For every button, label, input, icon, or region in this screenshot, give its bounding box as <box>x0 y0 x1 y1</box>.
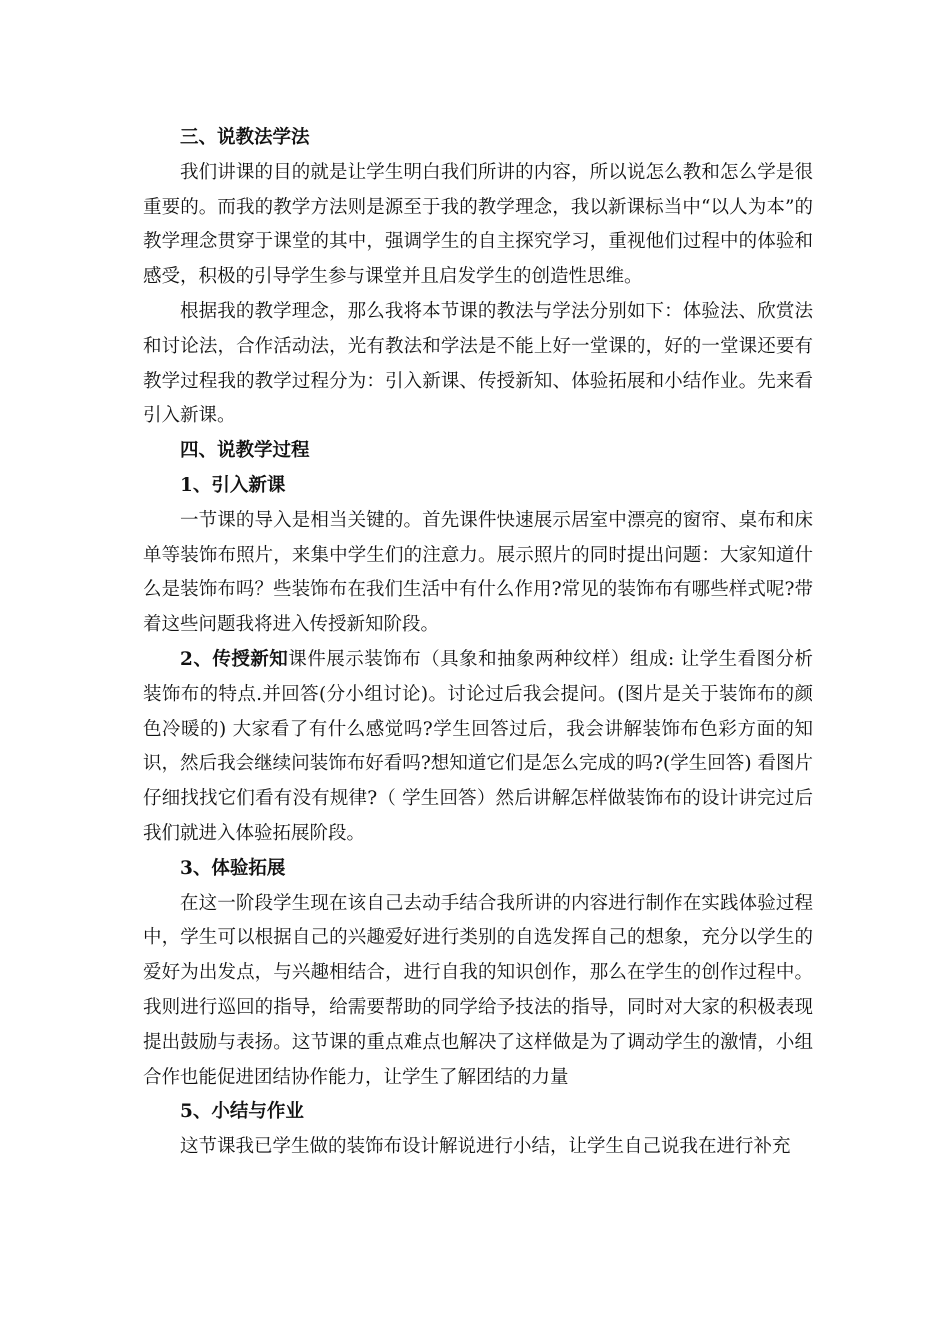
paragraph-summary-homework: 这节课我已学生做的装饰布设计解说进行小结，让学生自己说我在进行补充 <box>180 1136 791 1158</box>
subheading-summary-homework: 5、小结与作业 <box>180 1101 304 1123</box>
section-heading-teaching-process: 四、说教学过程 <box>180 440 310 462</box>
paragraph-teaching-philosophy: 我们讲课的目的就是让学生明白我们所讲的内容，所以说怎么教和怎么学是很重要的。而我的教学方法则是源至于我的教学理念，我以新课标当中“以人为本”的教学理念贯穿于课堂的其中，强调学生的自主探究学习，重视他们过程中的体验和感受，积极的引导学生参与课堂并且启发学生的创造性思维。 <box>143 161 813 288</box>
paragraph-teach-new-knowledge-text: 课件展示装饰布（具象和抽象两种纹样）组成: 让学生看图分析装饰布的特点.并回答(分小组讨论)。讨论过后我会提问。(图片是关于装饰布的颜色冷暖的) 大家看了有什么感觉吗?学生回答过后，我会讲解装饰布色彩方面的知识，然后我会继续问装饰布好看吗?想知道它们是怎么完成的吗?(学生回答) 看图片仔细找找它们看有没有规律?（ 学生回答）然后讲解怎样做装饰布的设计讲完过后我们就进入体验拓展阶段。 <box>143 648 814 844</box>
paragraph-introduce-lesson: 一节课的导入是相当关键的。首先课件快速展示居室中漂亮的窗帘、桌布和床单等装饰布照片，来集中学生们的注意力。展示照片的同时提出问题：大家知道什么是装饰布吗？些装饰布在我们生活中有什么作用?常见的装饰布有哪些样式呢?带着这些问题我将进入传授新知阶段。 <box>143 509 813 636</box>
section-heading-teaching-methods: 三、说教法学法 <box>180 127 310 148</box>
document-body <box>143 121 813 1165</box>
paragraph-experience-extension: 在这一阶段学生现在该自己去动手结合我所讲的内容进行制作在实践体验过程中，学生可以根据自己的兴趣爱好进行类别的自选发挥自己的想象，充分以学生的爱好为出发点，与兴趣相结合，进行自我的知识创作，那么在学生的创作过程中。我则进行巡回的指导，给需要帮助的同学给予技法的指导，同时对大家的积极表现提出鼓励与表扬。这节课的重点难点也解决了这样做是为了调动学生的激情，小组合作也能促进团结协作能力，让学生了解团结的力量 <box>143 892 813 1088</box>
subheading-introduce-lesson: 1、引入新课 <box>180 474 286 496</box>
paragraph-methods-list: 根据我的教学理念，那么我将本节课的教法与学法分别如下：体验法、欣赏法和讨论法，合作活动法，光有教法和学法是不能上好一堂课的，好的一堂课还要有教学过程我的教学过程分为：引入新课、传授新知、体验拓展和小结作业。先来看引入新课。 <box>143 300 813 427</box>
paragraph-teach-new-knowledge <box>143 643 813 852</box>
subheading-teach-new-knowledge: 2、传授新知 <box>180 648 289 670</box>
subheading-experience-extension: 3、体验拓展 <box>180 857 286 879</box>
